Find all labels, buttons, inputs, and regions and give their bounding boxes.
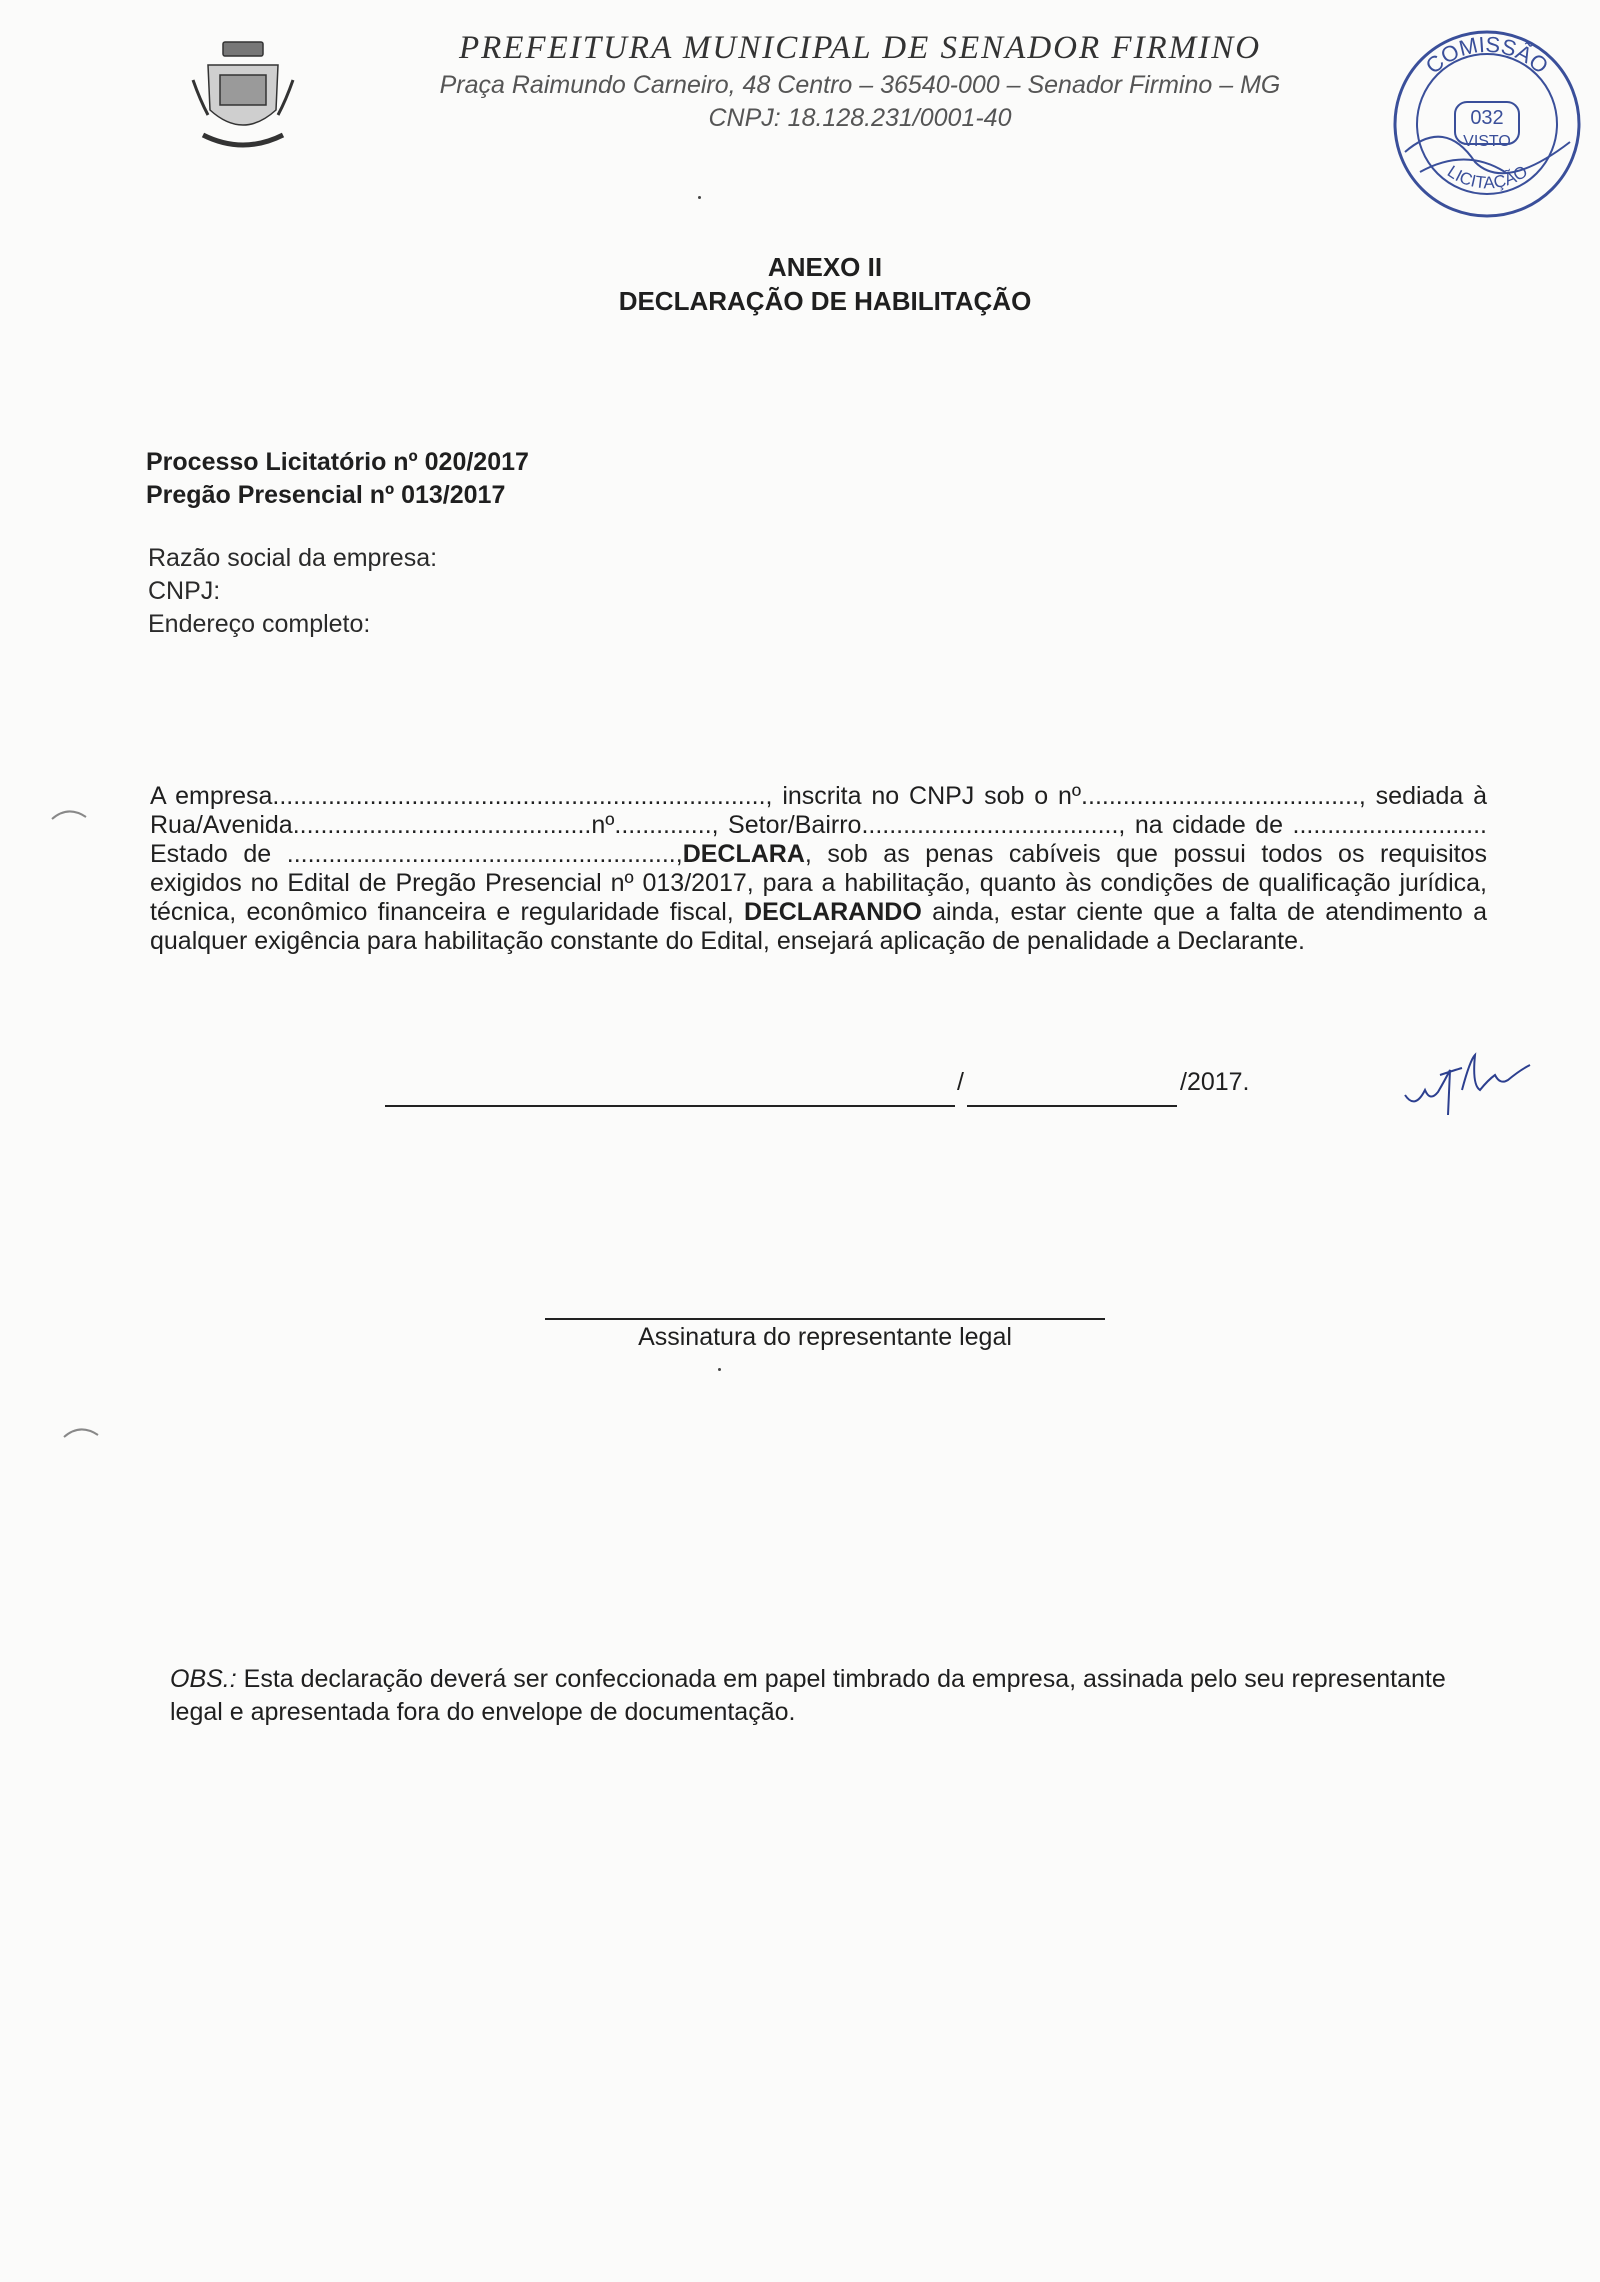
binder-hole-mark <box>62 1423 102 1443</box>
date-slash: / <box>957 1068 964 1096</box>
date-place-line <box>385 1075 955 1107</box>
process-number: Processo Licitatório nº 020/2017 <box>146 448 529 476</box>
date-year: /2017. <box>1180 1068 1250 1096</box>
annex-label: ANEXO II <box>767 252 883 282</box>
coat-of-arms-icon <box>188 40 298 160</box>
body-part-2: , sob as penas cabíveis que possui todos os requisitos exigidos no Edital de Pregão Presencial nº 013/2017, para a habilitação, quanto às condições de qualificação jurídica, técnica, econômico financeira e regularidade fiscal, <box>150 840 1487 926</box>
document-title <box>0 250 1600 318</box>
stamp-visto: VISTO <box>1463 133 1511 150</box>
stamp-number: 032 <box>1470 107 1504 129</box>
municipality-name: PREFEITURA MUNICIPAL DE SENADOR FIRMINO <box>458 30 1262 66</box>
field-cnpj: CNPJ: <box>148 577 221 605</box>
process-info <box>146 446 529 512</box>
scan-speck <box>698 196 701 199</box>
signature-line <box>545 1318 1105 1320</box>
letterhead <box>360 30 1360 133</box>
stamp-top-text: COMISSÃO <box>1420 31 1554 79</box>
binder-hole-mark <box>50 805 90 825</box>
obs-text: Esta declaração deverá ser confeccionada em papel timbrado da empresa, assinada pelo seu representante legal e apresentada fora do envelope de documentação. <box>170 1665 1446 1726</box>
pregao-number: Pregão Presencial nº 013/2017 <box>146 481 506 509</box>
declarando-keyword: DECLARANDO <box>744 898 922 926</box>
declara-keyword: DECLARA <box>682 840 805 868</box>
stamp-bottom-text: LICITAÇÃO <box>1443 161 1532 193</box>
body-part-1: A empresa......................................................................., inscrita no CNPJ sob o nº........................................, sediada à Rua/Avenida...........................................nº.............., Setor/Bairro....................................., na cidade de ............................ Estado de ........................................................, <box>150 782 1487 868</box>
handwritten-initials <box>1400 1040 1540 1120</box>
date-day-month-line <box>967 1075 1177 1107</box>
municipality-address: Praça Raimundo Carneiro, 48 Centro – 36540-000 – Senador Firmino – MG <box>439 71 1281 99</box>
signature-label: Assinatura do representante legal <box>638 1323 1012 1351</box>
field-endereco: Endereço completo: <box>148 610 371 638</box>
body-part-3: ainda, estar ciente que a falta de atendimento a qualquer exigência para habilitação constante do Edital, ensejará aplicação de penalidade a Declarante. <box>150 898 1488 955</box>
observation-note <box>170 1663 1460 1729</box>
municipality-cnpj: CNPJ: 18.128.231/0001-40 <box>708 104 1012 132</box>
declaration-body <box>150 782 1487 956</box>
obs-prefix: OBS.: <box>170 1665 237 1693</box>
field-razao-social: Razão social da empresa: <box>148 544 438 572</box>
commission-stamp <box>1385 22 1590 227</box>
declaration-title: DECLARAÇÃO DE HABILITAÇÃO <box>618 286 1032 316</box>
scan-speck <box>718 1368 721 1371</box>
company-fields <box>148 542 437 641</box>
